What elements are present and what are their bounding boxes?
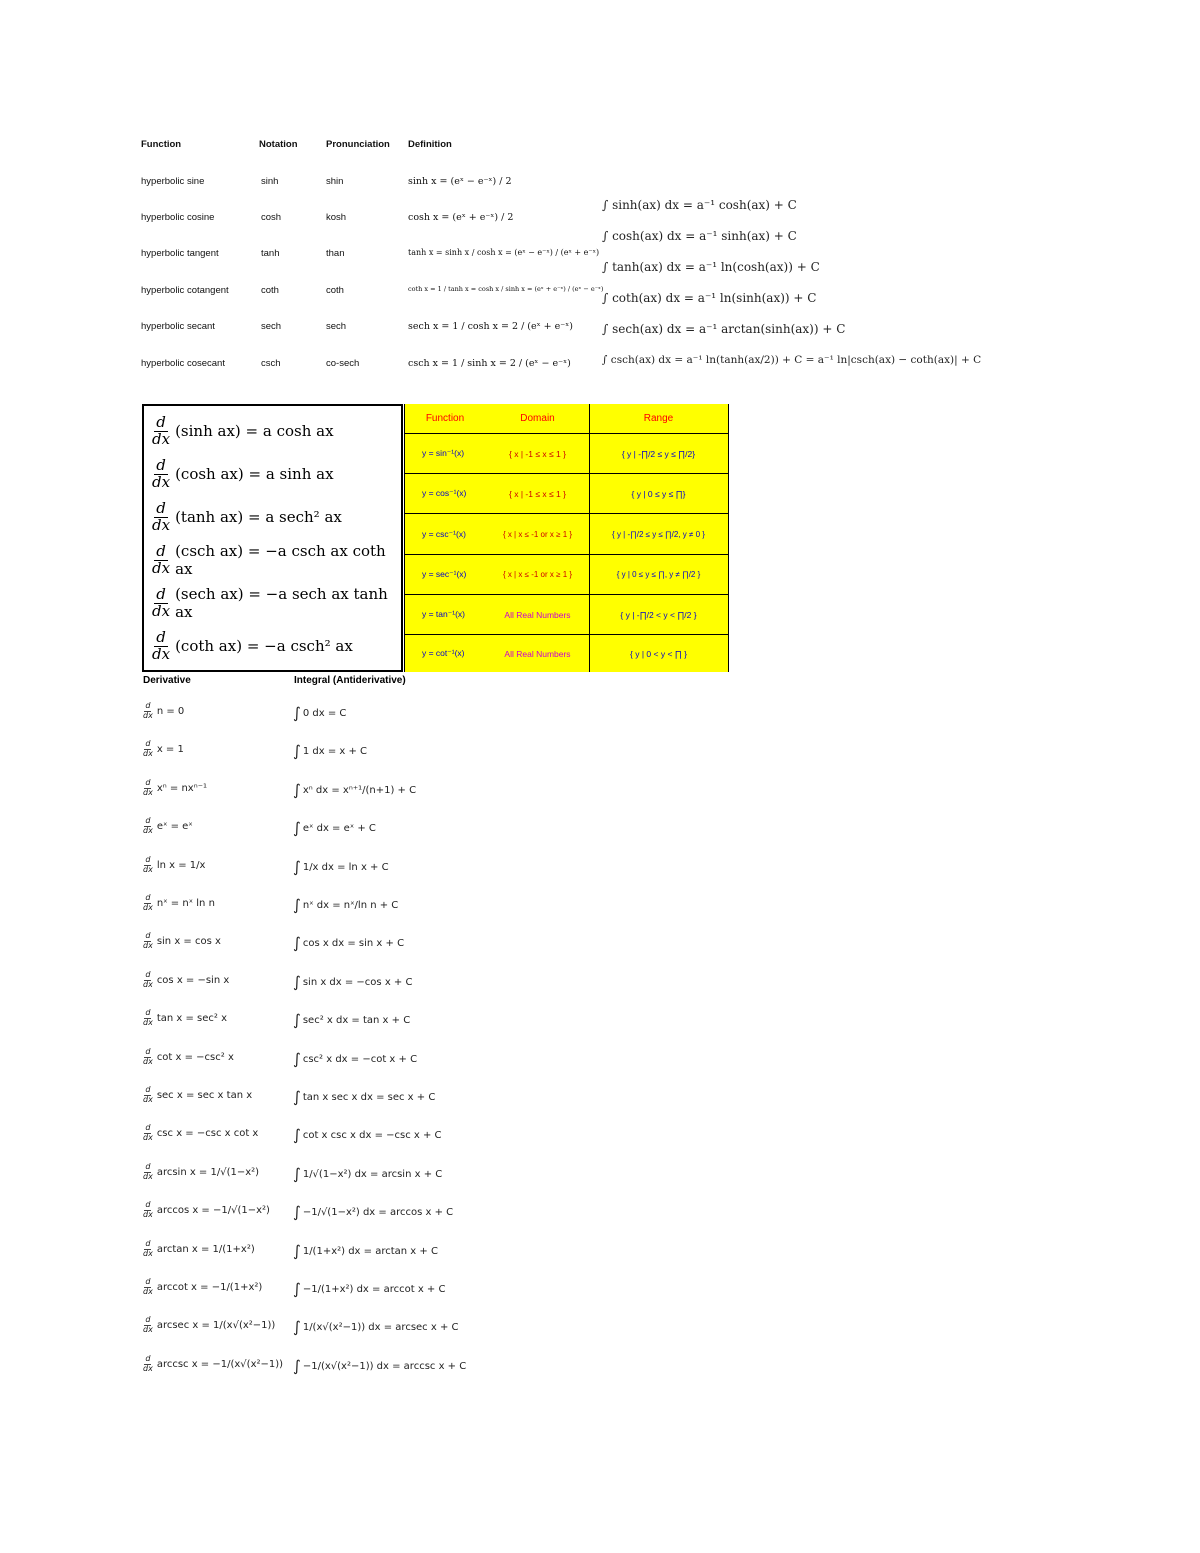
list-header-integral: Integral (Antiderivative) bbox=[294, 675, 406, 686]
integral-rule bbox=[293, 1242, 438, 1260]
d-dx-operator: d dx bbox=[143, 1277, 153, 1296]
integral-rule-text: nˣ dx = nˣ/ln n + C bbox=[302, 899, 399, 911]
integral-sign-icon: ∫ bbox=[293, 704, 301, 722]
header-pronunciation: Pronunciation bbox=[326, 139, 390, 150]
d-dx-fraction: $\frac{d}{dx}$ bbox=[152, 541, 171, 577]
hyp-definition: sech x = 1 / cosh x = 2 / (eˣ + e⁻ˣ) bbox=[408, 321, 574, 332]
derivative-rule-text: x = 1 bbox=[156, 743, 184, 755]
hyp-pronunciation: sech bbox=[326, 321, 347, 332]
derivative-rule bbox=[143, 702, 184, 721]
integral-sign-icon: ∫ bbox=[293, 973, 301, 991]
d-dx-operator: d dx bbox=[143, 1200, 153, 1219]
derivative-rule-text: ln x = 1/x bbox=[156, 859, 206, 871]
integral-sign-icon: ∫ bbox=[293, 1242, 301, 1260]
d-dx-operator: d dx bbox=[143, 893, 153, 912]
derivative-rule-text: sec x = sec x tan x bbox=[156, 1089, 253, 1101]
integral-rule-text: −1/√(1−x²) dx = arccos x + C bbox=[302, 1206, 454, 1218]
hyp-definition: tanh x = sinh x / cosh x = (eˣ − e⁻ˣ) / (eˣ + e⁻ˣ) bbox=[408, 248, 600, 257]
integral-rule bbox=[293, 858, 389, 876]
derivative-rule bbox=[143, 1009, 227, 1028]
hyp-function: hyperbolic cosecant bbox=[141, 358, 225, 369]
integral-sign-icon: ∫ bbox=[293, 781, 301, 799]
d-dx-operator: d dx bbox=[143, 1008, 153, 1027]
integral-rule bbox=[293, 896, 398, 914]
d-dx-fraction: $\frac{d}{dx}$ bbox=[152, 412, 171, 448]
derivative-rule bbox=[143, 856, 205, 875]
integral-csch: ∫ csch(ax) dx = a⁻¹ ln(tanh(ax/2)) + C = a⁻¹ ln|csch(ax) − coth(ax)| + C bbox=[602, 354, 982, 366]
integral-sign-icon: ∫ bbox=[293, 934, 301, 952]
d-dx-operator: d dx bbox=[143, 1123, 153, 1142]
integral-rule bbox=[293, 742, 367, 760]
hyp-notation: sech bbox=[261, 321, 282, 332]
derivative-rule bbox=[143, 1355, 283, 1374]
derivative-rule bbox=[143, 1278, 262, 1297]
hyp-function: hyperbolic sine bbox=[141, 176, 205, 187]
d-dx-operator: d dx bbox=[143, 931, 153, 950]
integral-sign-icon: ∫ bbox=[293, 1165, 301, 1183]
integral-sign-icon: ∫ bbox=[293, 1126, 301, 1144]
integral-rule bbox=[293, 781, 416, 799]
integral-rule bbox=[293, 1011, 410, 1029]
integral-rule bbox=[293, 1357, 466, 1375]
derivative-rule-text: xⁿ = nxⁿ⁻¹ bbox=[156, 782, 207, 794]
integral-rule-text: sin x dx = −cos x + C bbox=[302, 976, 413, 988]
d-dx-fraction: $\frac{d}{dx}$ bbox=[152, 455, 171, 491]
derivative-expression: (tanh ax) = a sech² ax bbox=[175, 508, 342, 526]
integral-coth: ∫ coth(ax) dx = a⁻¹ ln(sinh(ax)) + C bbox=[602, 291, 817, 305]
integral-sign-icon: ∫ bbox=[293, 896, 301, 914]
trig-function: y = tan⁻¹(x) bbox=[422, 609, 465, 619]
derivative-csch bbox=[150, 539, 401, 581]
integral-rule bbox=[293, 1203, 453, 1221]
trig-range: { y | -∏/2 ≤ y ≤ ∏/2} bbox=[621, 448, 696, 459]
derivative-expression: (coth ax) = −a csch² ax bbox=[175, 637, 353, 655]
d-dx-operator: d dx bbox=[143, 1162, 153, 1181]
integral-rule bbox=[293, 819, 376, 837]
hyp-notation: csch bbox=[261, 358, 281, 369]
hyp-function: hyperbolic secant bbox=[141, 321, 215, 332]
derivative-rule bbox=[143, 1048, 234, 1067]
integral-rule-text: csc² x dx = −cot x + C bbox=[302, 1053, 418, 1065]
inverse-trig-table bbox=[404, 404, 729, 672]
derivative-rule bbox=[143, 971, 229, 990]
derivative-sech bbox=[150, 582, 401, 624]
integral-rule bbox=[293, 1088, 435, 1106]
trig-header-range: Range bbox=[643, 413, 674, 424]
derivative-rule-text: tan x = sec² x bbox=[156, 1012, 227, 1024]
trig-domain: { x | x ≤ -1 or x ≥ 1 } bbox=[502, 570, 573, 579]
integral-sign-icon: ∫ bbox=[293, 1357, 301, 1375]
derivative-rule bbox=[143, 1124, 258, 1143]
integral-rule bbox=[293, 1165, 442, 1183]
trig-range: { y | 0 ≤ y ≤ ∏, y ≠ ∏/2 } bbox=[616, 570, 701, 579]
integral-tanh: ∫ tanh(ax) dx = a⁻¹ ln(cosh(ax)) + C bbox=[602, 260, 820, 274]
list-header-derivative: Derivative bbox=[143, 675, 191, 686]
hyp-function: hyperbolic tangent bbox=[141, 248, 219, 259]
hyp-definition: cosh x = (eˣ + e⁻ˣ) / 2 bbox=[408, 212, 514, 223]
d-dx-operator: d dx bbox=[143, 1085, 153, 1104]
hyp-definition: sinh x = (eˣ − e⁻ˣ) / 2 bbox=[408, 176, 512, 187]
integral-sech: ∫ sech(ax) dx = a⁻¹ arctan(sinh(ax)) + C bbox=[602, 322, 846, 336]
hyp-pronunciation: coth bbox=[326, 285, 344, 296]
hyp-notation: cosh bbox=[261, 212, 282, 223]
derivative-coth bbox=[150, 625, 353, 667]
header-notation: Notation bbox=[259, 139, 298, 150]
trig-domain: { x | x ≤ -1 or x ≥ 1 } bbox=[502, 529, 573, 539]
derivative-rule-text: arctan x = 1/(1+x²) bbox=[156, 1243, 255, 1255]
trig-function: y = sec⁻¹(x) bbox=[422, 569, 467, 579]
derivative-rule bbox=[143, 932, 221, 951]
integral-sign-icon: ∫ bbox=[293, 742, 301, 760]
trig-header-function: Function bbox=[425, 413, 465, 424]
hyp-pronunciation: shin bbox=[326, 176, 344, 187]
integral-rule-text: 0 dx = C bbox=[302, 707, 347, 719]
integral-sign-icon: ∫ bbox=[293, 819, 301, 837]
d-dx-operator: d dx bbox=[143, 1354, 153, 1373]
hyp-notation: sinh bbox=[261, 176, 279, 187]
derivative-sinh bbox=[150, 410, 334, 452]
derivative-rule-text: arcsec x = 1/(x√(x²−1)) bbox=[156, 1319, 276, 1331]
hyp-function: hyperbolic cosine bbox=[141, 212, 215, 223]
hyp-function: hyperbolic cotangent bbox=[141, 285, 229, 296]
derivative-expression: (csch ax) = −a csch ax coth ax bbox=[175, 542, 386, 578]
derivative-rule bbox=[143, 779, 207, 798]
d-dx-operator: d dx bbox=[143, 970, 153, 989]
derivative-cosh bbox=[150, 453, 334, 495]
hyp-definition: coth x = 1 / tanh x = cosh x / sinh x = (eˣ + e⁻ˣ) / (eˣ − e⁻ˣ) bbox=[408, 285, 604, 293]
d-dx-operator: d dx bbox=[143, 1315, 153, 1334]
integral-rule bbox=[293, 1318, 459, 1336]
integral-sign-icon: ∫ bbox=[293, 1088, 301, 1106]
integral-rule-text: cos x dx = sin x + C bbox=[302, 937, 405, 949]
hyperbolic-derivatives-box bbox=[142, 404, 403, 672]
derivative-rule bbox=[143, 1086, 252, 1105]
derivative-expression: (sinh ax) = a cosh ax bbox=[175, 422, 334, 440]
integral-sign-icon: ∫ bbox=[293, 1203, 301, 1221]
integral-sinh: ∫ sinh(ax) dx = a⁻¹ cosh(ax) + C bbox=[602, 198, 797, 212]
integral-rule bbox=[293, 934, 404, 952]
hyp-notation: coth bbox=[261, 285, 279, 296]
derivative-rule-text: cos x = −sin x bbox=[156, 974, 230, 986]
integral-rule-text: −1/(1+x²) dx = arccot x + C bbox=[302, 1283, 446, 1295]
trig-domain: All Real Numbers bbox=[504, 648, 571, 659]
d-dx-fraction: $\frac{d}{dx}$ bbox=[152, 584, 171, 620]
derivative-expression: (cosh ax) = a sinh ax bbox=[175, 465, 334, 483]
integral-rule-text: eˣ dx = eˣ + C bbox=[302, 822, 376, 834]
hyp-notation: tanh bbox=[261, 248, 280, 259]
trig-header-domain: Domain bbox=[520, 413, 555, 424]
header-function: Function bbox=[141, 139, 182, 150]
derivative-rule-text: nˣ = nˣ ln n bbox=[156, 897, 215, 909]
trig-range: { y | -∏/2 < y < ∏/2 } bbox=[620, 609, 697, 620]
derivative-rule-text: n = 0 bbox=[156, 705, 185, 717]
derivative-rule-text: arccsc x = −1/(x√(x²−1)) bbox=[156, 1358, 284, 1370]
d-dx-operator: d dx bbox=[143, 816, 153, 835]
integral-rule-text: sec² x dx = tan x + C bbox=[302, 1014, 411, 1026]
d-dx-operator: d dx bbox=[143, 1047, 153, 1066]
integral-sign-icon: ∫ bbox=[293, 1318, 301, 1336]
integral-sign-icon: ∫ bbox=[293, 1280, 301, 1298]
integral-sign-icon: ∫ bbox=[293, 858, 301, 876]
integral-rule-text: 1/x dx = ln x + C bbox=[302, 861, 389, 873]
d-dx-operator: d dx bbox=[143, 739, 153, 758]
derivative-rule-text: sin x = cos x bbox=[156, 935, 221, 947]
derivative-rule-text: arcsin x = 1/√(1−x²) bbox=[156, 1166, 260, 1178]
integral-rule-text: tan x sec x dx = sec x + C bbox=[302, 1091, 436, 1103]
hyp-pronunciation: than bbox=[326, 248, 345, 259]
integral-rule-text: xⁿ dx = xⁿ⁺¹/(n+1) + C bbox=[302, 784, 417, 796]
trig-domain: { x | -1 ≤ x ≤ 1 } bbox=[509, 448, 566, 459]
derivative-rule-text: eˣ = eˣ bbox=[156, 820, 193, 832]
derivative-rule bbox=[143, 1240, 255, 1259]
trig-function: y = cos⁻¹(x) bbox=[422, 488, 467, 498]
trig-function: y = csc⁻¹(x) bbox=[422, 528, 466, 539]
integral-rule bbox=[293, 1280, 445, 1298]
derivative-rule bbox=[143, 740, 184, 759]
hyp-definition: csch x = 1 / sinh x = 2 / (eˣ − e⁻ˣ) bbox=[408, 358, 571, 369]
d-dx-operator: d dx bbox=[143, 701, 153, 720]
trig-function: y = sin⁻¹(x) bbox=[422, 448, 465, 458]
hyp-pronunciation: co-sech bbox=[326, 358, 360, 369]
trig-domain: { x | -1 ≤ x ≤ 1 } bbox=[509, 488, 566, 499]
derivative-rule-text: arccos x = −1/√(1−x²) bbox=[156, 1204, 270, 1216]
integral-rule-text: 1/√(1−x²) dx = arcsin x + C bbox=[302, 1168, 443, 1180]
trig-range: { y | -∏/2 ≤ y ≤ ∏/2, y ≠ 0 } bbox=[612, 529, 705, 539]
derivative-rule bbox=[143, 1316, 275, 1335]
d-dx-operator: d dx bbox=[143, 1239, 153, 1258]
derivative-rule-text: cot x = −csc² x bbox=[156, 1051, 234, 1063]
integral-sign-icon: ∫ bbox=[293, 1011, 301, 1029]
integral-rule bbox=[293, 973, 412, 991]
derivative-expression: (sech ax) = −a sech ax tanh ax bbox=[175, 585, 388, 621]
derivative-rule bbox=[143, 894, 215, 913]
integral-rule-text: −1/(x√(x²−1)) dx = arccsc x + C bbox=[302, 1360, 467, 1372]
d-dx-fraction: $\frac{d}{dx}$ bbox=[152, 627, 171, 663]
trig-range: { y | 0 ≤ y ≤ ∏} bbox=[631, 488, 686, 499]
derivative-rule-text: arccot x = −1/(1+x²) bbox=[156, 1281, 263, 1293]
derivative-rule bbox=[143, 817, 193, 836]
integral-rule bbox=[293, 1050, 417, 1068]
header-definition: Definition bbox=[408, 139, 452, 150]
trig-range: { y | 0 < y < ∏ } bbox=[630, 648, 687, 659]
integral-sign-icon: ∫ bbox=[293, 1050, 301, 1068]
hyp-pronunciation: kosh bbox=[326, 212, 347, 223]
integral-rule-text: cot x csc x dx = −csc x + C bbox=[302, 1129, 442, 1141]
integral-cosh: ∫ cosh(ax) dx = a⁻¹ sinh(ax) + C bbox=[602, 229, 797, 243]
trig-domain: All Real Numbers bbox=[504, 609, 571, 620]
derivative-rule bbox=[143, 1201, 270, 1220]
derivative-rule-text: csc x = −csc x cot x bbox=[156, 1127, 259, 1139]
integral-rule bbox=[293, 704, 346, 722]
integral-rule bbox=[293, 1126, 442, 1144]
integral-rule-text: 1/(x√(x²−1)) dx = arcsec x + C bbox=[302, 1321, 459, 1333]
d-dx-operator: d dx bbox=[143, 855, 153, 874]
derivative-tanh bbox=[150, 496, 342, 538]
d-dx-operator: d dx bbox=[143, 778, 153, 797]
d-dx-fraction: $\frac{d}{dx}$ bbox=[152, 498, 171, 534]
integral-rule-text: 1/(1+x²) dx = arctan x + C bbox=[302, 1245, 438, 1257]
derivative-rule bbox=[143, 1163, 259, 1182]
integral-rule-text: 1 dx = x + C bbox=[302, 745, 368, 757]
trig-function: y = cot⁻¹(x) bbox=[422, 648, 465, 658]
